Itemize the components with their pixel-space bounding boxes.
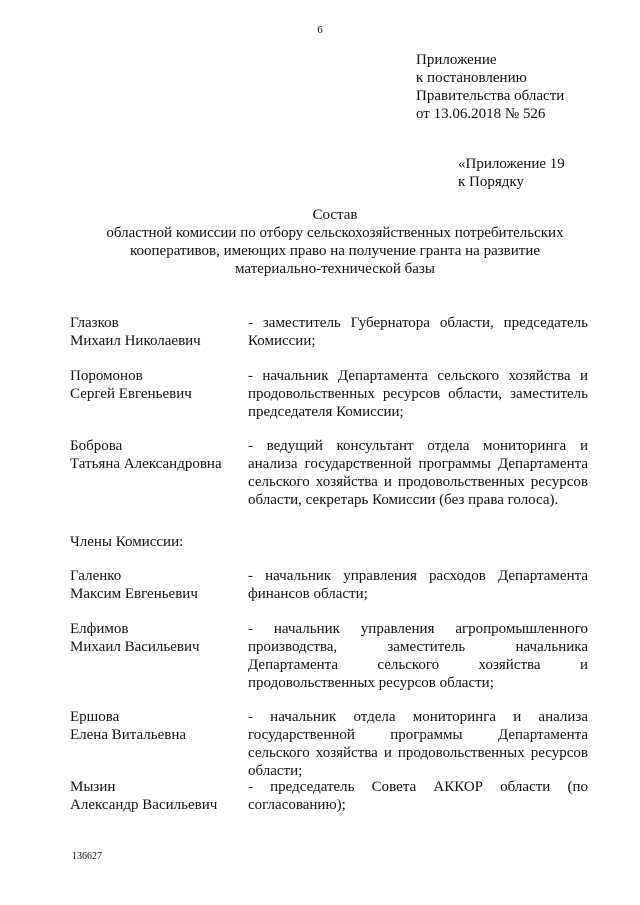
member-given-name: Максим Евгеньевич (70, 586, 198, 602)
page-number: 6 (317, 24, 323, 36)
member-given-name: Сергей Евгеньевич (70, 386, 192, 402)
appendix-line: Приложение (416, 52, 497, 68)
member-name (70, 367, 245, 403)
member-given-name: Елена Витальевна (70, 727, 187, 743)
member-surname: Мызин (70, 779, 116, 795)
appendix-line: к постановлению (416, 70, 527, 86)
member-surname: Поромонов (70, 368, 143, 384)
title-line: областной комиссии по отбору сельскохозяйственных потребительских (106, 225, 564, 241)
member-name (70, 620, 245, 656)
member-role: - председатель Совета АККОР области (по согласованию); (248, 779, 588, 813)
member-given-name: Александр Васильевич (70, 797, 218, 813)
member-role: - начальник Департамента сельского хозяйства и продовольственных ресурсов области, заместитель председателя Комиссии; (248, 368, 588, 420)
member-surname: Боброва (70, 438, 123, 454)
member-surname: Галенко (70, 568, 122, 584)
members-heading: Члены Комиссии: (70, 534, 184, 550)
document-code: 136627 (72, 851, 102, 862)
appendix-inner-line: «Приложение 19 (458, 156, 565, 172)
title-line: Состав (312, 207, 358, 223)
member-role: - начальник управления агропромышленного производства, заместитель начальника Департамента сельского хозяйства и продовольственных ресурсов области; (248, 621, 588, 691)
member-surname: Глазков (70, 315, 119, 331)
member-given-name: Михаил Васильевич (70, 639, 200, 655)
member-name (70, 778, 245, 814)
member-name (70, 437, 245, 473)
member-role: - заместитель Губернатора области, председатель Комиссии; (248, 315, 588, 349)
member-surname: Елфимов (70, 621, 129, 637)
title-line: кооперативов, имеющих право на получение гранта на развитие (129, 243, 541, 259)
document-title (80, 206, 590, 278)
member-given-name: Михаил Николаевич (70, 333, 201, 349)
member-name (70, 567, 245, 603)
member-role: - начальник отдела мониторинга и анализа государственной программы Департамента сельского хозяйства и продовольственных ресурсов области; (248, 709, 588, 779)
appendix-line: от 13.06.2018 № 526 (416, 106, 546, 122)
member-role: - ведущий консультант отдела мониторинга и анализа государственной программы Департамента сельского хозяйства и продовольственных ресурсов области, секретарь Комиссии (без права голоса). (248, 438, 588, 508)
member-given-name: Татьяна Александровна (70, 456, 222, 472)
member-surname: Ершова (70, 709, 120, 725)
appendix-line: Правительства области (416, 88, 565, 104)
member-name (70, 708, 245, 744)
member-role: - начальник управления расходов Департамента финансов области; (248, 568, 588, 602)
member-name (70, 314, 245, 350)
appendix-inner-reference (458, 155, 565, 191)
appendix-inner-line: к Порядку (458, 174, 524, 190)
appendix-reference (416, 51, 564, 123)
title-line: материально-технической базы (235, 261, 435, 277)
